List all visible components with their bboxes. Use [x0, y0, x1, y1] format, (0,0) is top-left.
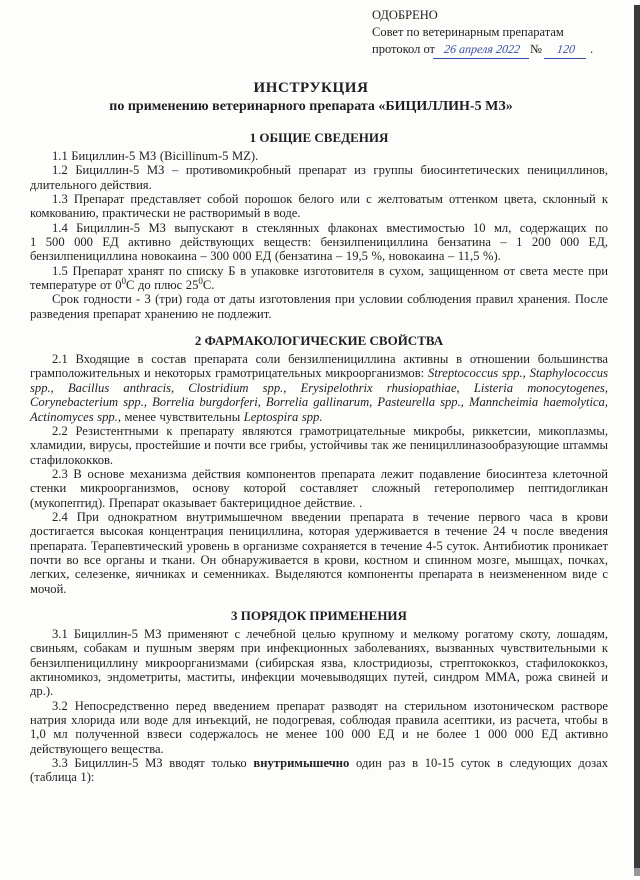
document-title: ИНСТРУКЦИЯ [253, 80, 369, 96]
section-heading: 3 ПОРЯДОК ПРИМЕНЕНИЯ [231, 607, 407, 623]
document-body [30, 130, 608, 785]
document-subtitle: по применению ветеринарного препарата «БИЦИЛЛИН-5 МЗ» [109, 99, 513, 114]
section-heading: 1 ОБЩИЕ СВЕДЕНИЯ [249, 130, 389, 145]
handwritten-protocol-date: 26 апреля 2022 [433, 41, 531, 59]
protocol-period: . [589, 42, 594, 56]
paragraph: 1.2 Бициллин-5 МЗ – противомикробный препарат из группы биосинтетических пенициллинов, длительного действия. [30, 163, 608, 192]
paragraph: 3.3 Бициллин-5 МЗ вводят только внутримышечно один раз в 10-15 суток в следующих дозах (таблица 1): [30, 756, 608, 785]
scan-edge-artifact [634, 5, 640, 868]
paragraph: 1.3 Препарат представляет собой порошок белого или с желтоватым оттенком цвета, склонный к комкованию, практически не растворимый в воде. [30, 192, 608, 221]
paragraph: Срок годности - 3 (три) года от даты изготовления при условии соблюдения правил хранения. После разведения препарат хранению не подлежит. [30, 292, 608, 321]
paragraph: 3.2 Непосредственно перед введением препарат разводят на стерильном изотоническом растворе натрия хлорида или воде для инъекций, не подогревая, соблюдая правила асептики, из расчета, чтобы в 1,0 мл полученной взвеси содержалось не менее 100 000 ЕД и не более 1 000 000 ЕД активно действующего вещества. [30, 698, 608, 756]
paragraph: 2.2 Резистентными к препарату являются грамотрицательные микробы, риккетсии, микоплазмы, хламидии, вирусы, простейшие и почти все грибы, устойчивы так же пенициллиназообразующие штаммы стафилококков. [30, 423, 608, 467]
paragraph: 1.5 Препарат хранят по списку Б в упаковке изготовителя в сухом, защищенном от света месте при температуре от $0^0С$ до плюс $25^0С$. [30, 263, 608, 293]
handwritten-protocol-number: 120 [544, 41, 588, 59]
paragraph: 2.1 Входящие в состав препарата соли бензилпенициллина активны в отношении большинства грамположительных и некоторых грамотрицательных микроорганизмов: Streptococcus spp., Staphylococcus spp., Bacillus anthracis, Clostridium spp., Erysipelothrix rhusiopathiae, Listeria monocytogenes, Corynebacterium spp., Borrelia burgdorferi, Borrelia gallinarum, Pasteurella spp., Manncheimia haemolytica, Actinomyces spp., менее чувствительны Leptospira spp. [30, 352, 608, 424]
scan-edge-artifact-tail [634, 868, 640, 876]
number-sign: № [530, 42, 542, 56]
protocol-prefix: протокол от [372, 42, 436, 56]
paragraph: 3.1 Бициллин-5 МЗ применяют с лечебной целью крупному и мелкому рогатому скоту, лошадям, свиньям, собакам и пушным зверям при инфекционных заболеваниях, вызванных чувствительными к бензилпенициллину микроорганизмами (сибирская язва, клостридиозы, стрептококкоз, стафилококкоз, актиномикоз, эндометриты, маститы, инфекции мочевыводящих путей, синдром ММА, рожа свиней и др.). [30, 626, 608, 699]
approval-approved-label: ОДОБРЕНО [372, 8, 438, 22]
paragraph: 2.3 В основе механизма действия компонентов препарата лежит подавление биосинтеза клеточной стенки микроорганизмов, основу которой составляет сложный гетерополимер пептидогликан (мукопептид). Препарат оказывает бактерицидное действие. . [30, 466, 608, 510]
approval-block [372, 7, 593, 59]
approval-council-label: Совет по ветеринарным препаратам [372, 25, 564, 39]
paragraph: 1.1 Бициллин-5 МЗ (Bicillinum-5 MZ). [52, 149, 259, 163]
approval-protocol-line [372, 41, 593, 59]
paragraph: 1.4 Бициллин-5 МЗ выпускают в стеклянных флаконах вместимостью 10 мл, содержащих по 1 500 000 ЕД активно действующих веществ: бензилпенициллина бензатина – 1 200 000 ЕД, бензилпенициллина новокаина – 300 000 ЕД (бензатина – 19,5 %, новокаина – 11,5 %). [30, 220, 608, 264]
document-title-block [0, 80, 622, 115]
section-heading: 2 ФАРМАКОЛОГИЧЕСКИЕ СВОЙСТВА [194, 333, 444, 349]
paragraph: 2.4 При однократном внутримышечном введении препарата в течение первого часа в крови достигается высокая концентрация пенициллина, которая удерживается в течение 24 ч после введения препарата. Терапевтический уровень в организме сохраняется в течение 4-5 суток. Антибиотик проникает почти во все органы и ткани. Он обнаруживается в крови, костном и спинном мозге, мышцах, почках, легких, селезенке, яичниках и семенниках. Выделяются компоненты препарата в неизмененном виде с мочой. [30, 509, 608, 596]
